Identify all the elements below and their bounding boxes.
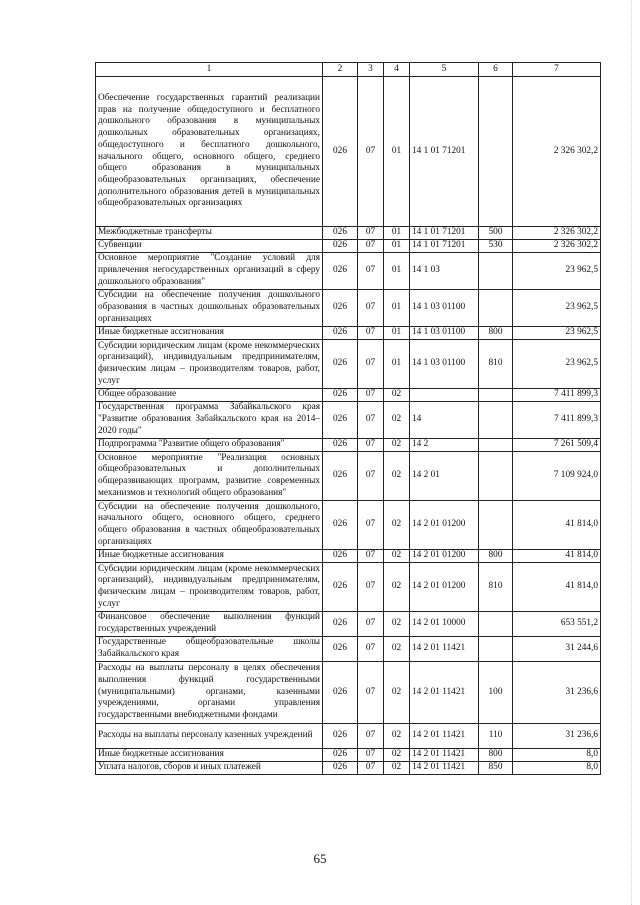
- row-admin-code-cell: 026: [323, 402, 358, 439]
- row-section-cell: 07: [358, 340, 384, 389]
- table-row: [96, 724, 601, 749]
- table-row: [96, 227, 601, 240]
- row-subsection-cell: 02: [384, 501, 410, 550]
- table-row: [96, 637, 601, 662]
- row-section-cell: 07: [358, 253, 384, 290]
- row-admin-code-cell: 026: [323, 662, 358, 724]
- row-expense-type-cell: 110: [479, 724, 513, 749]
- row-name-cell: Иные бюджетные ассигнования: [96, 327, 323, 340]
- row-admin-code-cell: 026: [323, 253, 358, 290]
- row-name-cell: Финансовое обеспечение выполнения функций государственных учреждений: [96, 612, 323, 637]
- row-name-cell: Межбюджетные трансферты: [96, 227, 323, 240]
- table-row: [96, 77, 601, 227]
- row-amount-cell: 41 814,0: [513, 501, 601, 550]
- table-row: [96, 340, 601, 389]
- row-target-article-cell: 14 1 01 71201: [410, 227, 479, 240]
- table-row: [96, 749, 601, 762]
- row-subsection-cell: 02: [384, 563, 410, 612]
- table-row: [96, 452, 601, 501]
- page-edge-line: [631, 0, 632, 905]
- row-amount-cell: 31 236,6: [513, 724, 601, 749]
- row-admin-code-cell: 026: [323, 327, 358, 340]
- row-admin-code-cell: 026: [323, 227, 358, 240]
- row-expense-type-cell: 810: [479, 563, 513, 612]
- row-amount-cell: 23 962,5: [513, 340, 601, 389]
- row-subsection-cell: 01: [384, 240, 410, 253]
- row-admin-code-cell: 026: [323, 762, 358, 775]
- row-target-article-cell: [410, 389, 479, 402]
- row-name-cell: Подпрограмма "Развитие общего образования": [96, 439, 323, 452]
- row-section-cell: 07: [358, 749, 384, 762]
- table-row: [96, 253, 601, 290]
- row-admin-code-cell: 026: [323, 563, 358, 612]
- row-amount-cell: 7 109 924,0: [513, 452, 601, 501]
- table-row: [96, 762, 601, 775]
- row-subsection-cell: 02: [384, 550, 410, 563]
- row-expense-type-cell: [479, 637, 513, 662]
- row-section-cell: 07: [358, 724, 384, 749]
- row-admin-code-cell: 026: [323, 439, 358, 452]
- row-amount-cell: 2 326 302,2: [513, 227, 601, 240]
- row-target-article-cell: 14 1 03: [410, 253, 479, 290]
- row-subsection-cell: 02: [384, 452, 410, 501]
- row-expense-type-cell: 800: [479, 550, 513, 563]
- row-target-article-cell: 14 2 01 01200: [410, 501, 479, 550]
- row-section-cell: 07: [358, 563, 384, 612]
- row-subsection-cell: 02: [384, 637, 410, 662]
- row-section-cell: 07: [358, 637, 384, 662]
- row-amount-cell: 41 814,0: [513, 550, 601, 563]
- row-target-article-cell: 14 2 01 11421: [410, 749, 479, 762]
- row-amount-cell: 23 962,5: [513, 327, 601, 340]
- row-admin-code-cell: 026: [323, 77, 358, 227]
- row-amount-cell: 23 962,5: [513, 290, 601, 327]
- row-name-cell: Уплата налогов, сборов и иных платежей: [96, 762, 323, 775]
- row-target-article-cell: 14 1 01 71201: [410, 240, 479, 253]
- row-target-article-cell: 14 2 01 10000: [410, 612, 479, 637]
- row-target-article-cell: 14 2 01 11421: [410, 762, 479, 775]
- table-row: [96, 327, 601, 340]
- row-name-cell: Расходы на выплаты персоналу в целях обеспечения выполнения функций государственными (муниципальными) органами, казенными учреждениями, органами управления государственными внебюджетными фондами: [96, 662, 323, 724]
- row-target-article-cell: 14: [410, 402, 479, 439]
- row-section-cell: 07: [358, 612, 384, 637]
- row-target-article-cell: 14 2 01 01200: [410, 563, 479, 612]
- row-name-cell: Субсидии юридическим лицам (кроме некоммерческих организаций), индивидуальным предпринимателям, физическим лицам – производителям товаров, работ, услуг: [96, 340, 323, 389]
- row-target-article-cell: 14 2 01 01200: [410, 550, 479, 563]
- row-target-article-cell: 14 2 01 11421: [410, 662, 479, 724]
- row-name-cell: Основное мероприятие "Реализация основных общеобразовательных и дополнительных общеразвивающих программ, развитие современных механизмов и технологий общего образования": [96, 452, 323, 501]
- row-expense-type-cell: [479, 612, 513, 637]
- row-expense-type-cell: [479, 389, 513, 402]
- row-amount-cell: 653 551,2: [513, 612, 601, 637]
- row-admin-code-cell: 026: [323, 724, 358, 749]
- row-admin-code-cell: 026: [323, 389, 358, 402]
- row-subsection-cell: 02: [384, 762, 410, 775]
- header-cell: 2: [323, 63, 358, 77]
- row-expense-type-cell: [479, 402, 513, 439]
- row-expense-type-cell: [479, 501, 513, 550]
- row-name-cell: Расходы на выплаты персоналу казенных учреждений: [96, 724, 323, 749]
- row-expense-type-cell: [479, 77, 513, 227]
- table-row: [96, 402, 601, 439]
- row-section-cell: 07: [358, 227, 384, 240]
- row-expense-type-cell: [479, 452, 513, 501]
- row-name-cell: Государственная программа Забайкальского края "Развитие образования Забайкальского края на 2014–2020 годы": [96, 402, 323, 439]
- row-subsection-cell: 01: [384, 290, 410, 327]
- row-admin-code-cell: 026: [323, 550, 358, 563]
- row-section-cell: 07: [358, 77, 384, 227]
- row-amount-cell: 41 814,0: [513, 563, 601, 612]
- row-target-article-cell: 14 1 03 01100: [410, 340, 479, 389]
- row-subsection-cell: 01: [384, 327, 410, 340]
- row-name-cell: Субсидии юридическим лицам (кроме некоммерческих организаций), индивидуальным предпринимателям, физическим лицам – производителям товаров, работ, услуг: [96, 563, 323, 612]
- row-name-cell: Общее образование: [96, 389, 323, 402]
- table-row: [96, 290, 601, 327]
- row-amount-cell: 2 326 302,2: [513, 77, 601, 227]
- table-row: [96, 612, 601, 637]
- row-name-cell: Субвенции: [96, 240, 323, 253]
- row-admin-code-cell: 026: [323, 501, 358, 550]
- row-expense-type-cell: 500: [479, 227, 513, 240]
- row-amount-cell: 31 236,6: [513, 662, 601, 724]
- row-section-cell: 07: [358, 402, 384, 439]
- row-section-cell: 07: [358, 501, 384, 550]
- row-subsection-cell: 01: [384, 253, 410, 290]
- row-admin-code-cell: 026: [323, 290, 358, 327]
- row-amount-cell: 7 261 509,4: [513, 439, 601, 452]
- row-amount-cell: 8,0: [513, 762, 601, 775]
- row-amount-cell: 7 411 899,3: [513, 389, 601, 402]
- row-target-article-cell: 14 2 01 11421: [410, 724, 479, 749]
- header-cell: 5: [410, 63, 479, 77]
- row-section-cell: 07: [358, 452, 384, 501]
- row-subsection-cell: 02: [384, 749, 410, 762]
- row-admin-code-cell: 026: [323, 637, 358, 662]
- row-section-cell: 07: [358, 550, 384, 563]
- row-subsection-cell: 02: [384, 402, 410, 439]
- row-section-cell: 07: [358, 389, 384, 402]
- header-cell: 3: [358, 63, 384, 77]
- row-admin-code-cell: 026: [323, 452, 358, 501]
- row-target-article-cell: 14 1 03 01100: [410, 290, 479, 327]
- table-row: [96, 563, 601, 612]
- row-target-article-cell: 14 2 01: [410, 452, 479, 501]
- row-section-cell: 07: [358, 762, 384, 775]
- row-expense-type-cell: [479, 439, 513, 452]
- row-target-article-cell: 14 1 01 71201: [410, 77, 479, 227]
- row-amount-cell: 31 244,6: [513, 637, 601, 662]
- row-expense-type-cell: 850: [479, 762, 513, 775]
- row-section-cell: 07: [358, 662, 384, 724]
- row-name-cell: Основное мероприятие "Создание условий для привлечения негосударственных организаций в сферу дошкольного образования": [96, 253, 323, 290]
- row-target-article-cell: 14 1 03 01100: [410, 327, 479, 340]
- row-expense-type-cell: 800: [479, 327, 513, 340]
- row-name-cell: Субсидии на обеспечение получения дошкольного образования в частных дошкольных образовательных организациях: [96, 290, 323, 327]
- row-section-cell: 07: [358, 439, 384, 452]
- header-cell: 7: [513, 63, 601, 77]
- row-name-cell: Иные бюджетные ассигнования: [96, 749, 323, 762]
- row-expense-type-cell: 100: [479, 662, 513, 724]
- table-row: [96, 501, 601, 550]
- header-cell: 6: [479, 63, 513, 77]
- table-row: [96, 439, 601, 452]
- row-section-cell: 07: [358, 290, 384, 327]
- row-expense-type-cell: 810: [479, 340, 513, 389]
- row-target-article-cell: 14 2: [410, 439, 479, 452]
- budget-table: [95, 62, 601, 775]
- row-subsection-cell: 02: [384, 724, 410, 749]
- row-expense-type-cell: [479, 253, 513, 290]
- row-section-cell: 07: [358, 240, 384, 253]
- table-row: [96, 550, 601, 563]
- row-subsection-cell: 02: [384, 612, 410, 637]
- row-subsection-cell: 01: [384, 340, 410, 389]
- row-amount-cell: 7 411 899,3: [513, 402, 601, 439]
- row-expense-type-cell: 530: [479, 240, 513, 253]
- header-row: [96, 63, 601, 77]
- row-subsection-cell: 01: [384, 227, 410, 240]
- row-name-cell: Обеспечение государственных гарантий реализации прав на получение общедоступного и бесплатного дошкольного образования в муниципальных дошкольных образовательных организациях, общедоступного и бесплатного дошкольного, начального общего, основного общего, среднего общего образования в муниципальных общеобразовательных организациях, обеспечение дополнительного образования детей в муниципальных общеобразовательных организациях: [96, 77, 323, 227]
- row-name-cell: Государственные общеобразовательные школы Забайкальского края: [96, 637, 323, 662]
- row-name-cell: Субсидии на обеспечение получения дошкольного, начального общего, основного общего, среднего общего образования в частных общеобразовательных организациях: [96, 501, 323, 550]
- header-cell: 1: [96, 63, 323, 77]
- row-admin-code-cell: 026: [323, 240, 358, 253]
- row-expense-type-cell: [479, 290, 513, 327]
- row-subsection-cell: 02: [384, 389, 410, 402]
- row-admin-code-cell: 026: [323, 612, 358, 637]
- header-cell: 4: [384, 63, 410, 77]
- table-row: [96, 240, 601, 253]
- table-row: [96, 389, 601, 402]
- row-amount-cell: 2 326 302,2: [513, 240, 601, 253]
- table-row: [96, 662, 601, 724]
- row-name-cell: Иные бюджетные ассигнования: [96, 550, 323, 563]
- row-subsection-cell: 01: [384, 77, 410, 227]
- row-subsection-cell: 02: [384, 662, 410, 724]
- row-subsection-cell: 02: [384, 439, 410, 452]
- row-target-article-cell: 14 2 01 11421: [410, 637, 479, 662]
- row-admin-code-cell: 026: [323, 749, 358, 762]
- row-section-cell: 07: [358, 327, 384, 340]
- row-admin-code-cell: 026: [323, 340, 358, 389]
- row-amount-cell: 8,0: [513, 749, 601, 762]
- row-amount-cell: 23 962,5: [513, 253, 601, 290]
- row-expense-type-cell: 800: [479, 749, 513, 762]
- page-number: 65: [313, 851, 327, 866]
